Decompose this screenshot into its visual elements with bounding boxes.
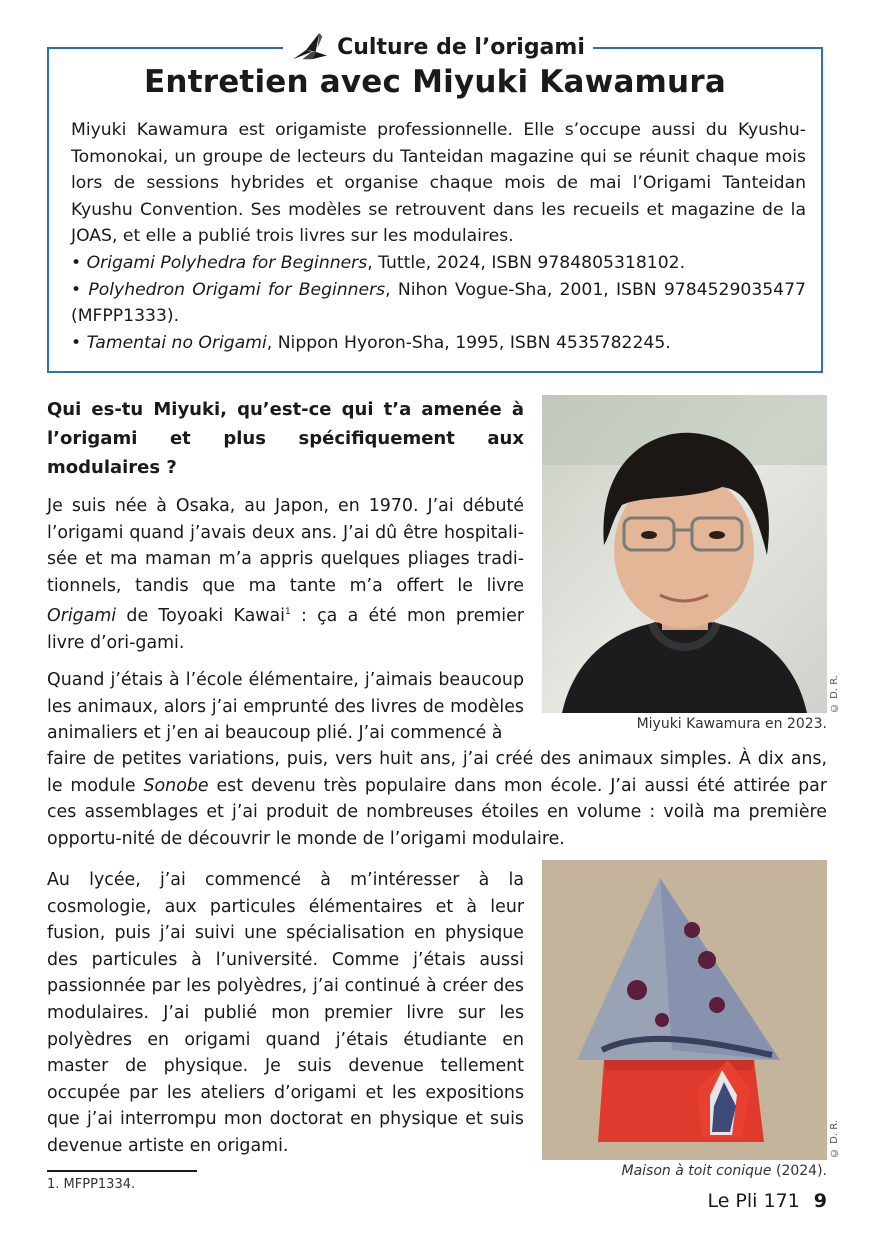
text-run: de Toyoaki Kawai — [116, 606, 285, 627]
book-details: , Nihon Vogue-Sha, 2001, ISBN 9784529035477 (MFPP1333). — [71, 279, 806, 327]
photo-credit: © D. R. — [829, 1120, 840, 1159]
text-run: est devenu très populaire dans mon école. J’ai aussi été attirée par ces assemblages et j’ai produit de nombreuses étoiles en volume : voilà ma première opportu-nité de découvrir le monde de l’origami modulaire. — [47, 775, 827, 849]
intro-text — [71, 117, 806, 356]
bibliography-item — [71, 277, 806, 330]
bullet: • — [71, 252, 87, 273]
footnote-rule — [47, 1170, 197, 1172]
footnote: 1. MFPP1334. — [47, 1177, 136, 1192]
footnote-ref: 1 — [284, 607, 291, 618]
text-run: Je suis née à Osaka, au Japon, en 1970. J’ai débuté l’origami quand j’avais deux ans. J’ai dû être hospitali-sée et ma maman m’a appris quelques pliages tradi-tionnels, tandis que ma tante m’a offert le livre — [47, 496, 524, 596]
answer-paragraph-2-start: Quand j’étais à l’école élémentaire, j’aimais beaucoup les animaux, alors j’ai emprunté des livres de modèles animaliers et j’en ai beaucoup plié. J’ai commencé à — [47, 670, 524, 744]
bibliography-item — [71, 330, 806, 357]
house-caption — [542, 1163, 827, 1179]
paper-crane-icon — [291, 31, 329, 63]
intro-paragraph: Miyuki Kawamura est origamiste professionnelle. Elle s’occupe aussi du Kyushu-Tomonokai, un groupe de lecteurs du Tanteidan magazine qui se réunit chaque mois lors de sessions hybrides et organise chaque mois de mai l’Origami Tanteidan Kyushu Convention. Ses modèles se retrouvent dans les recueils et magazine de la JOAS, et elle a publié trois livres sur les modulaires. — [71, 120, 806, 247]
page-number: 9 — [813, 1190, 827, 1212]
text-run: faire de petites variations, puis, vers huit ans, j’ai créé des animaux simples. À dix ans, le module — [47, 749, 827, 796]
bullet: • — [71, 332, 87, 353]
book-title: Polyhedron Origami for Beginners — [88, 279, 386, 300]
book-title: Origami — [47, 606, 117, 627]
magazine-issue: Le Pli 171 — [707, 1190, 800, 1212]
book-title: Tamentai no Origami — [86, 332, 267, 353]
section-label-text: Culture de l’origami — [337, 34, 585, 60]
bibliography-item — [71, 250, 806, 277]
book-details: , Tuttle, 2024, ISBN 9784805318102. — [367, 252, 686, 273]
portrait-caption: Miyuki Kawamura en 2023. — [636, 716, 827, 732]
answer-paragraph-1 — [47, 493, 524, 656]
answer-paragraph-3: Au lycée, j’ai commencé à m’intéresser à la cosmologie, aux particules élémentaires et à leur fusion, puis j’ai suivi une spécialisation en physique des particules à l’université. Comme j’étais aussi passionnée par les polyèdres, j’ai continué à créer des modulaires. J’ai publié mon premier livre sur les polyèdres en origami quand j’étais étudiante en master de physique. Je suis devenue tellement occupée par les ateliers d’origami et les expositions que j’ai interrompu mon doctorat en physique et suis devenue artiste en origami. — [47, 870, 524, 1156]
text-run: : ça a été mon premier livre d’ori-gami. — [47, 606, 524, 653]
bullet: • — [71, 279, 89, 300]
caption-title: Maison à toit conique — [621, 1163, 772, 1179]
origami-house-photo — [542, 860, 827, 1160]
interview-question: Qui es-tu Miyuki, qu’est-ce qui t’a amenée à l’origami et plus spécifiquement aux modulaires ? — [47, 399, 524, 478]
answer-paragraph-2-end — [47, 746, 827, 852]
portrait-photo — [542, 395, 827, 713]
module-name: Sonobe — [143, 775, 209, 796]
photo-credit: © D. R. — [829, 675, 840, 714]
section-label — [283, 30, 593, 64]
caption-year: (2024). — [771, 1163, 827, 1179]
book-details: , Nippon Hyoron-Sha, 1995, ISBN 4535782245. — [266, 332, 671, 353]
book-title: Origami Polyhedra for Beginners — [86, 252, 368, 273]
page-folio — [640, 1190, 827, 1212]
page-title: Entretien avec Miyuki Kawamura — [144, 64, 726, 100]
